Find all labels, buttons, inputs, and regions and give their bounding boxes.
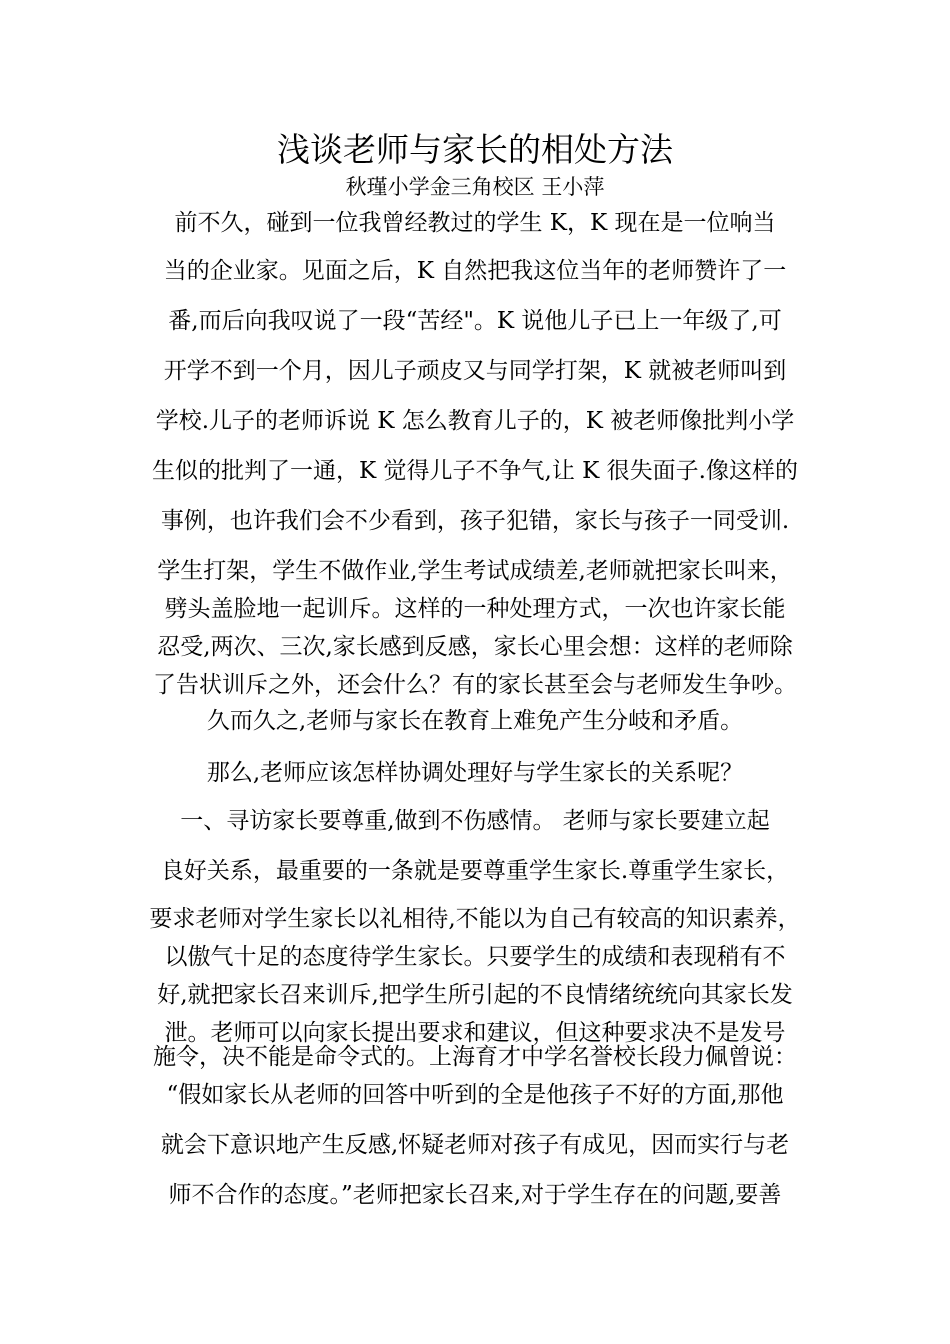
- body-line: 事例，也许我们会不少看到，孩子犯错，家长与孩子一同受训.: [160, 508, 790, 534]
- body-line: 泄。老师可以向家长提出要求和建议，但这种要求决不是发号: [164, 1020, 786, 1046]
- document-title: 浅谈老师与家长的相处方法: [277, 130, 673, 169]
- body-line: “假如家长从老师的回答中听到的全是他孩子不好的方面,那他: [166, 1082, 784, 1108]
- document-author: 秋瑾小学金三角校区 王小萍: [345, 175, 605, 199]
- body-line: 了告状训斥之外，还会什么？有的家长甚至会与老师发生争吵。: [153, 672, 797, 698]
- body-line: 那么,老师应该怎样协调处理好与学生家长的关系呢？: [206, 760, 744, 786]
- body-line: 就会下意识地产生反感,怀疑老师对孩子有成见，因而实行与老: [160, 1132, 790, 1158]
- body-line: 当的企业家。见面之后，K 自然把我这位当年的老师赞许了一: [163, 258, 787, 284]
- body-line: 好,就把家长召来训斥,把学生所引起的不良情绪统统向其家长发: [157, 982, 793, 1008]
- body-line: 忍受,两次、三次,家长感到反感，家长心里会想：这样的老师除: [157, 634, 793, 660]
- body-line: 要求老师对学生家长以礼相待,不能以为自己有较高的知识素养，: [149, 906, 801, 932]
- body-line: 番,而后向我叹说了一段“苦经"。K 说他儿子已上一年级了,可: [168, 308, 782, 334]
- body-line: 施令，决不能是命令式的。上海育才中学名誉校长段力佩曾说：: [153, 1044, 797, 1070]
- body-line: 生似的批判了一通，K 觉得儿子不争气,让 K 很失面子.像这样的: [152, 458, 798, 484]
- body-line: 以傲气十足的态度待学生家长。只要学生的成绩和表现稍有不: [164, 944, 786, 970]
- body-line: 学生打架，学生不做作业,学生考试成绩差,老师就把家长叫来，: [157, 558, 793, 584]
- body-line: 久而久之,老师与家长在教育上难免产生分岐和矛盾。: [206, 708, 744, 734]
- body-line: 一、寻访家长要尊重,做到不伤感情。 老师与家长要建立起: [180, 808, 770, 834]
- body-line: 学校.儿子的老师诉说 K 怎么教育儿子的，K 被老师像批判小学: [155, 408, 795, 434]
- body-line: 良好关系，最重要的一条就是要尊重学生家长.尊重学生家长，: [160, 858, 790, 884]
- body-line: 开学不到一个月，因儿子顽皮又与同学打架，K 就被老师叫到: [163, 358, 787, 384]
- body-line: 师不合作的态度。”老师把家长召来,对于学生存在的问题,要善: [168, 1182, 782, 1208]
- body-line: 前不久，碰到一位我曾经教过的学生 K，K 现在是一位响当: [174, 210, 776, 236]
- body-line: 劈头盖脸地一起训斥。这样的一种处理方式，一次也许家长能: [164, 596, 786, 622]
